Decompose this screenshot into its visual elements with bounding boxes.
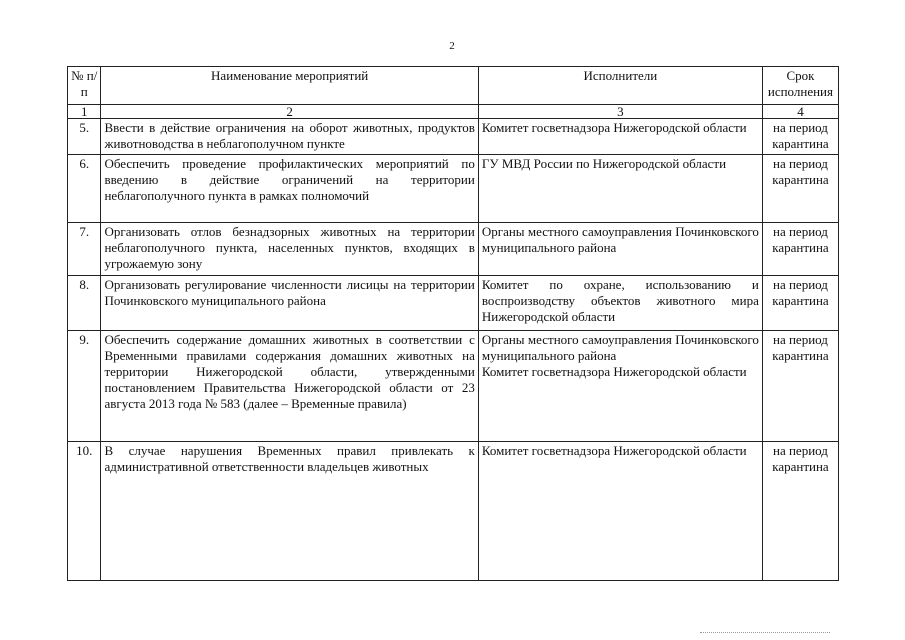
executors: Комитет по охране, использованию и воспроизводству объектов животного мира Нижегородской области [478, 275, 762, 330]
executors: ГУ МВД России по Нижегородской области [478, 154, 762, 223]
header-executors: Исполнители [478, 67, 762, 105]
column-index: 2 [101, 105, 478, 119]
table-header-row [68, 67, 839, 105]
table-row [68, 223, 839, 275]
row-number: 6. [68, 154, 101, 223]
page-number: 2 [449, 40, 455, 52]
header-measure-name: Наименование мероприятий [101, 67, 478, 105]
measures-table [67, 66, 839, 581]
table-row [68, 441, 839, 580]
table-row [68, 275, 839, 330]
column-index: 3 [478, 105, 762, 119]
column-index: 4 [762, 105, 838, 119]
executors: Комитет госветнадзора Нижегородской области [478, 441, 762, 580]
executors-extra: Комитет госветнадзора Нижегородской области [481, 364, 747, 380]
measure-name: Организовать отлов безнадзорных животных на территории неблагополучного пункта, населенных пунктов, входящих в угрожаемую зону [101, 223, 478, 275]
row-number: 10. [68, 441, 101, 580]
executors: Органы местного самоуправления Починковского муниципального района [478, 223, 762, 275]
term: на период карантина [762, 275, 838, 330]
term: на период карантина [762, 119, 838, 154]
table-row [68, 154, 839, 223]
term: на период карантина [762, 441, 838, 580]
executors: Комитет госветнадзора Нижегородской области [478, 119, 762, 154]
measure-name: Ввести в действие ограничения на оборот животных, продуктов животноводства в неблагополучном пункте [101, 119, 478, 154]
measure-name: Обеспечить проведение профилактических мероприятий по введению в действие ограничений на территории неблагополучного пункта в рамках полномочий [101, 154, 478, 223]
term: на период карантина [762, 154, 838, 223]
row-number: 7. [68, 223, 101, 275]
column-index-row [68, 105, 839, 119]
header-term: Срок исполнения [762, 67, 838, 105]
scan-artifact-line [700, 632, 830, 634]
measure-name: В случае нарушения Временных правил привлекать к административной ответственности владельцев животных [101, 441, 478, 580]
column-index: 1 [68, 105, 101, 119]
executors-cell [478, 331, 762, 442]
table-row [68, 119, 839, 154]
row-number: 8. [68, 275, 101, 330]
table-row [68, 331, 839, 442]
row-number: 9. [68, 331, 101, 442]
row-number: 5. [68, 119, 101, 154]
measure-name: Обеспечить содержание домашних животных в соответствии с Временными правилами содержания домашних животных на территории Нижегородской области, утвержденными постановлением Правительства Нижегородской области от 23 августа 2013 года № 583 (далее – Временные правила) [101, 331, 478, 442]
header-number: № п/п [68, 67, 101, 105]
measure-name: Организовать регулирование численности лисицы на территории Починковского муниципального района [101, 275, 478, 330]
term: на период карантина [762, 223, 838, 275]
term: на период карантина [762, 331, 838, 442]
executors: Органы местного самоуправления Починковского муниципального района [481, 332, 759, 364]
